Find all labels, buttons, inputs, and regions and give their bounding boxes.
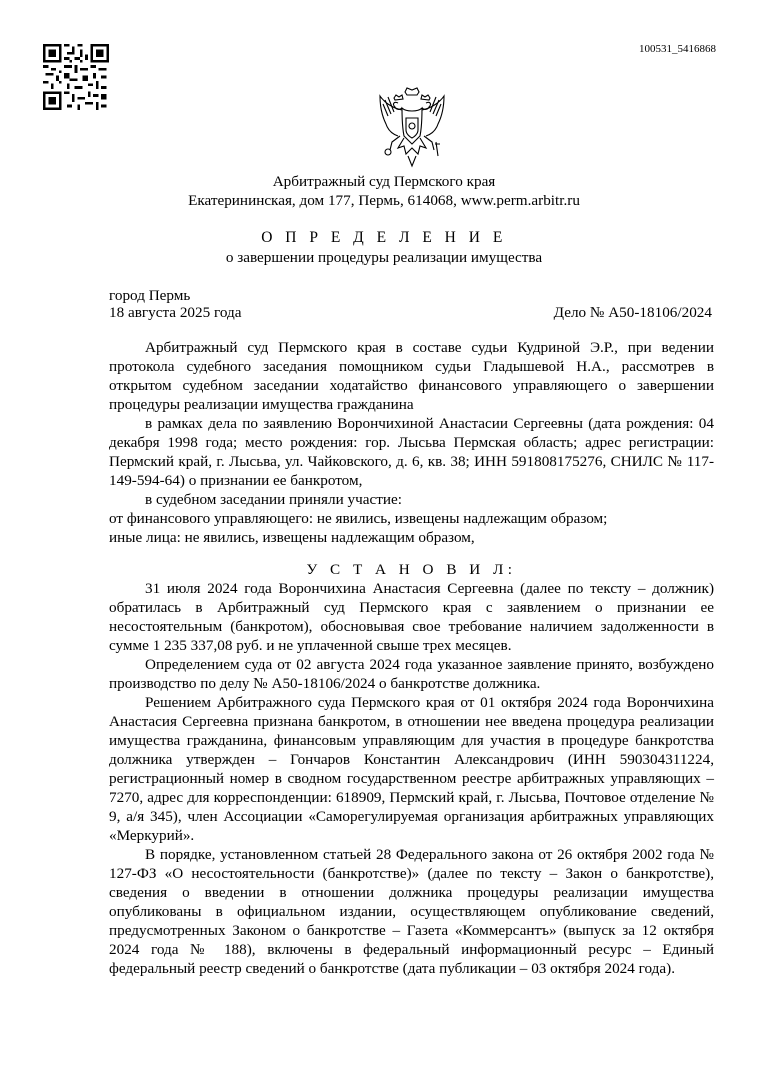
case-number: Дело № А50-18106/2024 [553, 304, 712, 321]
intro-paragraph: в судебном заседании приняли участие: [145, 491, 402, 508]
document-city: город Пермь [109, 287, 191, 304]
document-date: 18 августа 2025 года [109, 304, 242, 321]
court-name: Арбитражный суд Пермского края [272, 173, 496, 190]
established-paragraph: В порядке, установленном статьей 28 Федерального закона от 26 октября 2002 года № 127-ФЗ «О несостоятельности (банкротстве)» (далее по тексту – Закон о банкротстве), сведения о введении в отношении должника процедуры реализации имущества опубликованы в официальном издании, осуществляющем опубликование сведений, предусмотренных Законом о банкротстве – Газета «Коммерсантъ» (выпуск за 12 октября 2024 года № 188), включены в федеральный информационный ресурс – Единый федеральный реестр сведений о банкротстве (дата публикации – 03 октября 2024 года). [109, 846, 714, 977]
intro-paragraph: Арбитражный суд Пермского края в составе судьи Кудриной Э.Р., при ведении протокола судебного заседания помощником судьи Гладышевой Н.А., рассмотрев в открытом судебном заседании ходатайство финансового управляющего о завершении процедуры реализации имущества гражданина [109, 339, 714, 413]
intro-paragraph: иные лица: не явились, извещены надлежащим образом, [109, 529, 475, 546]
established-heading: У С Т А Н О В И Л: [306, 561, 517, 578]
established-section [109, 560, 714, 978]
established-paragraph: Определением суда от 02 августа 2024 года указанное заявление принято, возбуждено производство по делу № А50-18106/2024 о банкротстве должника. [109, 656, 714, 692]
document-id: 100531_5416868 [639, 43, 716, 55]
intro-paragraph: в рамках дела по заявлению Ворончихиной Анастасии Сергеевны (дата рождения: 04 декабря 1998 года; место рождения: гор. Лысьва Пермская область; адрес регистрации: Пермский край, г. Лысьва, ул. Чайковского, д. 6, кв. 38; ИНН 591808175276, СНИЛС № 117-149-594-64) о признании ее банкротом, [109, 415, 714, 489]
intro-section [109, 338, 714, 547]
qr-code [43, 44, 109, 110]
court-address: Екатерининская, дом 177, Пермь, 614068, www.perm.arbitr.ru [188, 192, 580, 209]
document-subtitle: о завершении процедуры реализации имущества [225, 249, 543, 266]
intro-paragraph: от финансового управляющего: не явились, извещены надлежащим образом; [109, 510, 608, 527]
coat-of-arms-emblem [374, 86, 450, 170]
established-paragraph: 31 июля 2024 года Ворончихина Анастасия Сергеевна (далее по тексту – должник) обратилась в Арбитражный суд Пермского края с заявлением о признании ее несостоятельным (банкротом), обосновывая свое требование наличием задолженности в сумме 1 235 337,08 руб. и не уплаченной свыше трех месяцев. [109, 580, 714, 654]
document-title: О П Р Е Д Е Л Е Н И Е [261, 229, 507, 246]
established-paragraph: Решением Арбитражного суда Пермского края от 01 октября 2024 года Ворончихина Анастасия Сергеевна признана банкротом, в отношении нее введена процедура реализации имущества гражданина, финансовым управляющим для участия в процедуре банкротства должника утвержден – Гончаров Константин Александрович (ИНН 590304311224, регистрационный номер в сводном государственном реестре арбитражных управляющих – 7270, адрес для корреспонденции: 618909, Пермский край, г. Лысьва, Почтовое отделение № 9, а/я 345), член Ассоциации «Саморегулируемая организация арбитражных управляющих «Меркурий». [109, 694, 714, 844]
